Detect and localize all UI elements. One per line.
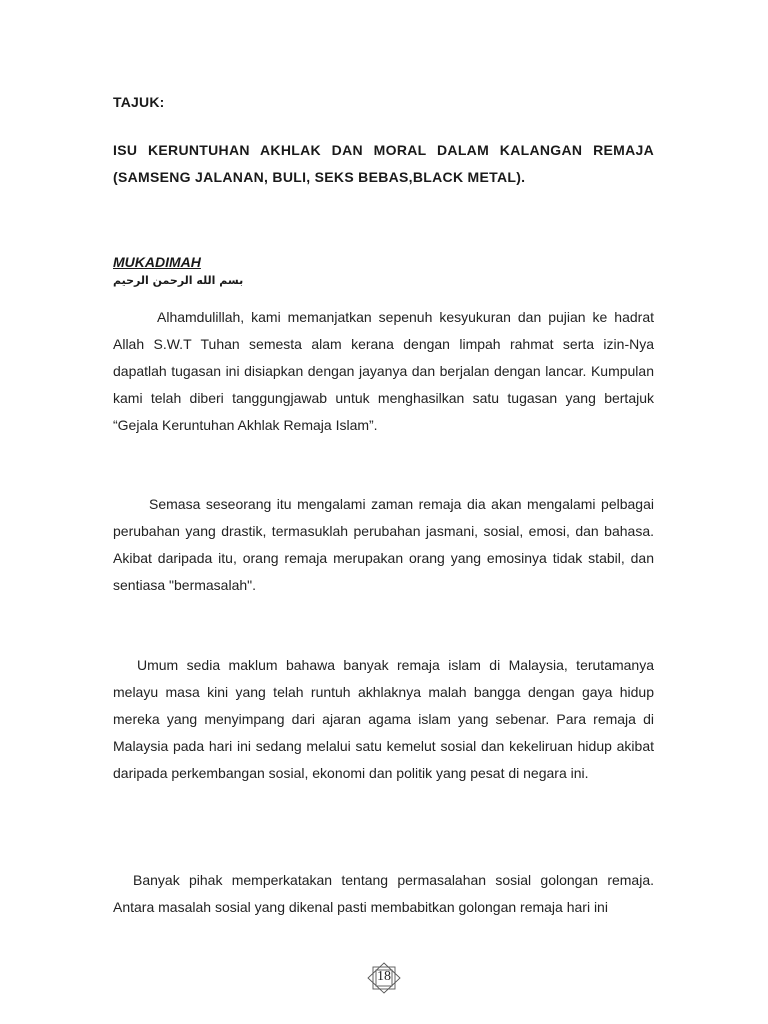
paragraph-1: Alhamdulillah, kami memanjatkan sepenuh kesyukuran dan pujian ke hadrat Allah S.W.T Tuhan semesta alam kerana dengan limpah rahmat serta izin-Nya dapatlah tugasan ini disiapkan dengan jayanya dan berjalan dengan lancar. Kumpulan kami telah diberi tanggungjawab untuk menghasilkan satu tugasan yang bertajuk “Gejala Keruntuhan Akhlak Remaja Islam”. xyxy=(113,309,654,433)
paragraph-4: Banyak pihak memperkatakan tentang permasalahan sosial golongan remaja. Antara masalah sosial yang dikenal pasti membabitkan golongan remaja hari ini xyxy=(113,872,654,915)
paragraph-2: Semasa seseorang itu mengalami zaman remaja dia akan mengalami pelbagai perubahan yang drastik, termasuklah perubahan jasmani, sosial, emosi, dan bahasa. Akibat daripada itu, orang remaja merupakan orang yang emosinya tidak stabil, dan sentiasa "bermasalah". xyxy=(113,496,654,593)
page-number: 18 xyxy=(377,969,391,984)
title-line-1: ISU KERUNTUHAN AKHLAK DAN MORAL DALAM KALANGAN REMAJA xyxy=(113,142,654,158)
section-title: MUKADIMAH xyxy=(113,254,201,270)
document-title xyxy=(113,137,654,191)
bismillah-text: بسم الله الرحمن الرحيم xyxy=(113,274,244,287)
page-number-ornament xyxy=(366,962,402,994)
paragraph-3: Umum sedia maklum bahawa banyak remaja islam di Malaysia, terutamanya melayu masa kini yang telah runtuh akhlaknya malah bangga dengan gaya hidup mereka yang menyimpang dari ajaran agama islam yang sebenar. Para remaja di Malaysia pada hari ini sedang melalui satu kemelut sosial dan kekeliruan hidup akibat daripada perkembangan sosial, ekonomi dan politik yang pesat di negara ini. xyxy=(113,657,654,781)
title-line-2: (SAMSENG JALANAN, BULI, SEKS BEBAS,BLACK METAL). xyxy=(113,169,526,185)
heading-label: TAJUK: xyxy=(113,94,165,110)
